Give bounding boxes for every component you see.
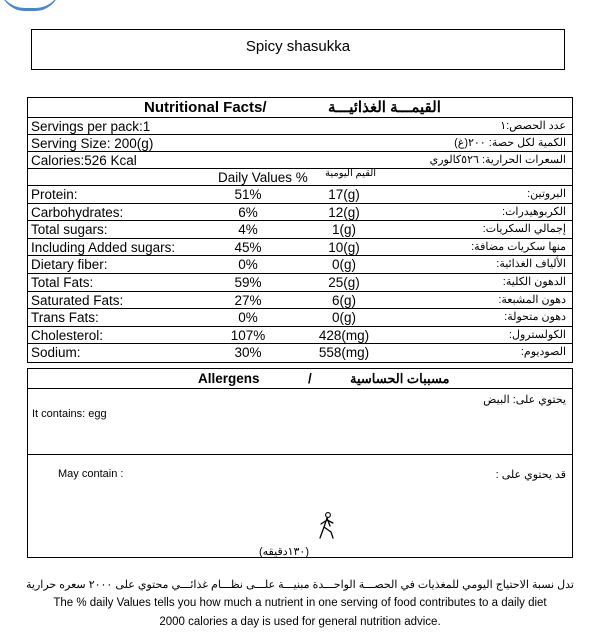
nutrient-name: Total sugars:	[31, 222, 108, 238]
nutrient-amount: 428(mg)	[318, 327, 370, 343]
nutrient-name-ar: البروتين:	[527, 188, 566, 200]
contains-en: It contains: egg	[32, 408, 107, 420]
may-contain-en: May contain :	[58, 468, 124, 480]
nutrient-amount: 25(g)	[328, 274, 360, 290]
nutrient-name-ar: الكولسترول:	[508, 328, 566, 341]
nutrient-row-added-sugars	[28, 239, 572, 257]
info-en: Servings per pack:1	[31, 119, 151, 134]
facts-header-ar: القيمـــة الغذائيـــة	[328, 99, 441, 116]
footer-arabic-note: تدل نسبة الاحتياج اليومي للمغذيات في الحصـــة الواحـــدة مبنيـــة علـــى نظـــام غذائـــي محتوي على ٢٠٠٠ سعره حرارية	[26, 579, 574, 591]
nutrient-row-trans-fats	[28, 309, 572, 327]
nutrient-percent: 59%	[234, 274, 262, 290]
nutrient-percent: 27%	[234, 292, 262, 308]
nutrient-amount: 10(g)	[328, 239, 360, 255]
nutrient-name: Saturated Fats:	[31, 292, 124, 308]
nutrient-percent: 0%	[238, 257, 258, 273]
nutrient-name-ar: الدهون الكلية:	[502, 275, 566, 288]
daily-values-label: Daily Values %	[218, 170, 308, 185]
nutrient-name-ar: الألياف الغذائية:	[496, 258, 566, 271]
footer-english-line1: The % daily Values tells you how much a nutrient in one serving of food contributes to a daily diet	[53, 597, 547, 609]
nutrient-percent: 30%	[234, 345, 262, 361]
nutrient-name: Sodium:	[31, 345, 81, 361]
nutrient-name-ar: الكربوهيدرات:	[502, 205, 566, 218]
nutrient-name-ar: دهون متحولة:	[504, 311, 566, 324]
nutrient-name: Protein:	[31, 187, 78, 202]
nutrient-percent: 0%	[238, 310, 258, 326]
contains-ar: يحتوي على: البيض	[483, 394, 566, 406]
allergens-header-separator: /	[308, 371, 312, 386]
calories-row	[28, 152, 572, 169]
allergens-header	[28, 369, 572, 389]
info-ar: السعرات الحرارية: ٥٢٦كالوري	[429, 154, 566, 166]
nutrient-row-saturated-fats	[28, 292, 572, 310]
nutrient-percent: 4%	[238, 222, 258, 238]
nutrient-amount: 12(g)	[328, 204, 360, 220]
nutrient-amount: 0(g)	[331, 257, 356, 273]
may-contain-ar: قد يحتوي على :	[495, 469, 566, 481]
nutrient-amount: 17(g)	[328, 187, 360, 202]
nutrient-name-ar: منها سكريات مضافة:	[471, 240, 566, 253]
nutrient-name: Total Fats:	[31, 274, 94, 290]
daily-values-row	[28, 169, 572, 186]
facts-header-row	[28, 98, 572, 118]
servings-per-pack-row	[28, 118, 572, 135]
nutrient-row-protein	[28, 186, 572, 204]
nutrient-name: Dietary fiber:	[31, 257, 108, 273]
may-contain-section	[28, 455, 572, 559]
nutrient-row-total-fats	[28, 274, 572, 292]
nutrient-name: Including Added sugars:	[31, 239, 176, 255]
nutrition-facts-table	[27, 97, 573, 363]
nutrient-percent: 107%	[230, 327, 266, 343]
nutrient-amount: 0(g)	[331, 310, 356, 326]
nutrient-percent: 45%	[234, 239, 262, 255]
info-en: Serving Size: 200(g)	[31, 136, 154, 151]
info-ar: الكمية لكل حصة: ٢٠٠(غ)	[454, 137, 566, 149]
product-title-box	[31, 29, 565, 70]
nutrient-name-ar: الصوديوم:	[520, 346, 566, 359]
serving-size-row	[28, 135, 572, 152]
product-title: Spicy shasukka	[245, 38, 351, 55]
nutrient-row-dietary-fiber	[28, 256, 572, 274]
nutrient-row-cholesterol	[28, 327, 572, 345]
nutrient-amount: 1(g)	[331, 222, 356, 238]
nutrient-row-total-sugars	[28, 221, 572, 239]
info-ar: عدد الحصص:١	[500, 120, 566, 132]
allergens-box	[27, 368, 573, 558]
nutrient-name: Cholesterol:	[31, 327, 104, 343]
nutrient-row-sodium	[28, 344, 572, 362]
nutrient-percent: 51%	[234, 187, 262, 202]
contains-section	[28, 389, 572, 455]
info-en: Calories:526 Kcal	[31, 153, 137, 168]
nutrient-name: Carbohydrates:	[31, 204, 124, 220]
allergens-header-ar: مسببات الحساسية	[350, 371, 450, 386]
nutrient-percent: 6%	[238, 204, 258, 220]
nutrient-amount: 6(g)	[331, 292, 356, 308]
nutrient-name-ar: إجمالي السكريات:	[482, 223, 566, 236]
nutrient-name-ar: دهون المشبعة:	[498, 293, 566, 306]
facts-header-en: Nutritional Facts/	[144, 99, 267, 116]
walking-duration: (١٣٠دقيقه)	[259, 546, 310, 558]
decorative-arc	[0, 0, 60, 11]
nutrient-name: Trans Fats:	[31, 310, 99, 326]
nutrient-amount: 558(mg)	[318, 345, 370, 361]
walking-person-icon	[316, 512, 338, 540]
daily-values-ar: القيم اليومية	[325, 168, 377, 179]
allergens-header-en: Allergens	[198, 371, 260, 386]
nutrient-row-carbohydrates	[28, 204, 572, 222]
footer-english-line2: 2000 calories a day is used for general nutrition advice.	[159, 616, 441, 628]
